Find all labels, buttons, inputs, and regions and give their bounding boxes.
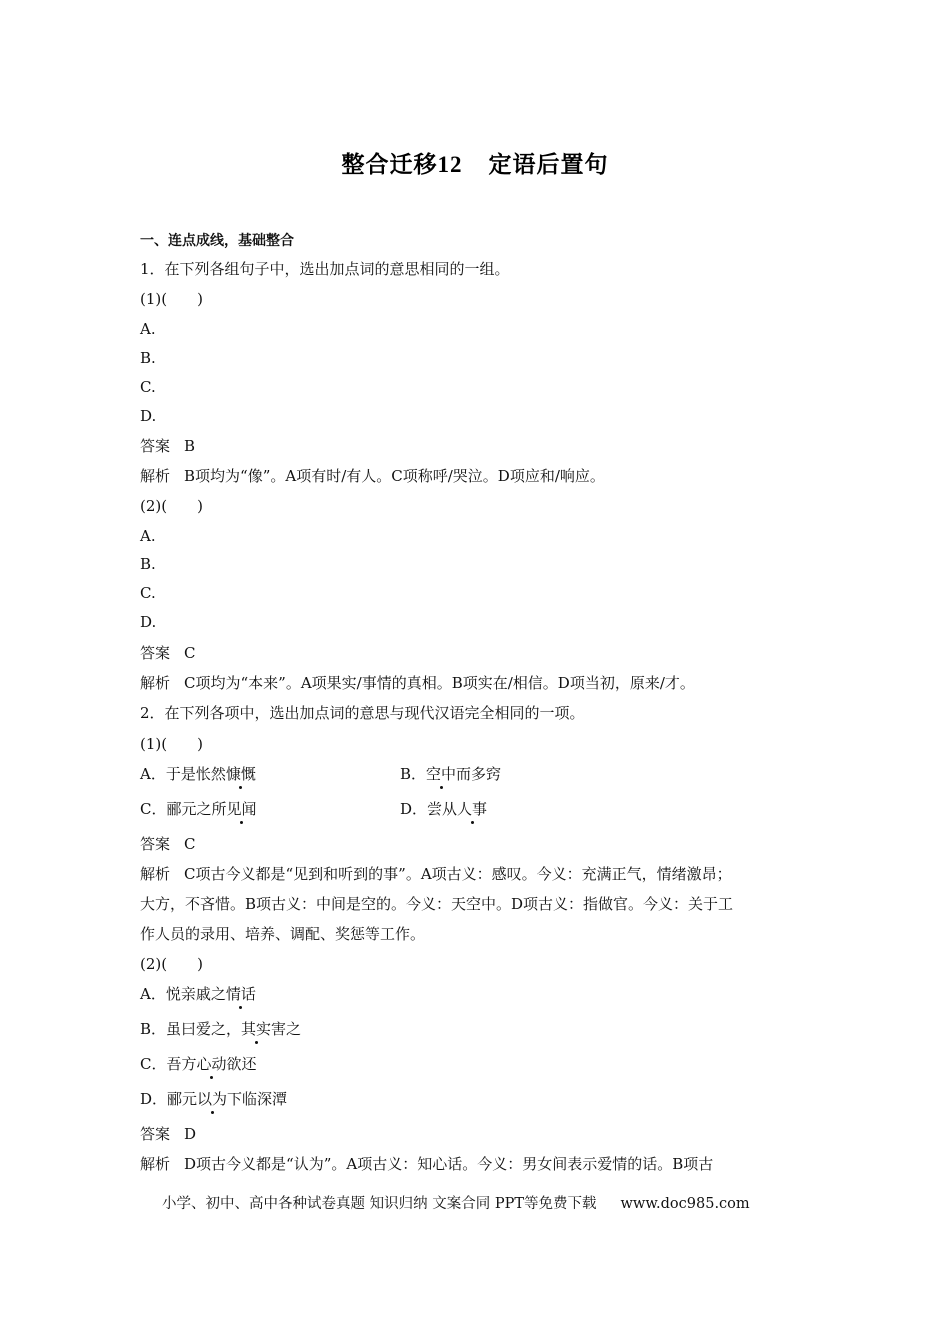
analysis-text: C项均为“本来”。A项果实/事情的真相。B项实在/相信。D项当初，原来/才。 [184, 674, 695, 692]
option-text: A．悦亲戚之 [140, 985, 226, 1003]
analysis-text: C项古今义都是“见到和听到的事”。A项古义：感叹。今义：充满正气，情绪激昂； [184, 865, 732, 883]
dotted-word: 人事 [457, 800, 488, 818]
q2-1-analysis-line-2: 大方，不吝惜。B项古义：中间是空的。今义：天空中。D项古义：指做官。今义：关于工 [140, 895, 734, 913]
q1-2-option-d: D. [140, 613, 157, 631]
answer-value: D [184, 1125, 197, 1143]
q2-2-analysis [140, 1155, 713, 1173]
q1-1-answer [140, 437, 195, 455]
q2-1-option-d [400, 800, 487, 818]
answer-label: 答案 [140, 835, 171, 853]
footer-text: 小学、初中、高中各种试卷真题 知识归纳 文案合同 PPT等免费下载 [162, 1196, 597, 1212]
page-footer [162, 1192, 750, 1213]
answer-label: 答案 [140, 1125, 171, 1143]
analysis-label: 解析 [140, 1155, 171, 1173]
q2-1-option-b [400, 765, 501, 783]
footer-url[interactable]: www.doc985.com [620, 1196, 750, 1212]
dotted-word: 空中 [426, 765, 457, 783]
analysis-text: D项古今义都是“认为”。A项古义：知心话。今义：男女间表示爱情的话。B项古 [184, 1155, 714, 1173]
q2-1-label: (1)( ) [140, 735, 203, 753]
q2-2-option-c [140, 1055, 257, 1073]
q2-2-option-b [140, 1020, 301, 1038]
option-text: C．郦元之所 [140, 800, 227, 818]
q1-1-label: (1)( ) [140, 290, 203, 308]
dotted-word: 其实 [241, 1020, 272, 1038]
option-text: 而多窍 [456, 765, 502, 783]
option-text: C．吾方 [140, 1055, 197, 1073]
dotted-word: 见闻 [226, 800, 257, 818]
q1-2-answer [140, 644, 196, 662]
q2-2-option-a [140, 985, 256, 1003]
option-text: B．虽曰爱之， [140, 1020, 242, 1038]
q1-2-option-c: C. [140, 584, 156, 602]
option-text: 欲还 [226, 1055, 257, 1073]
q1-2-label: (2)( ) [140, 497, 203, 515]
q2-1-option-a [140, 765, 256, 783]
answer-value: C [184, 835, 196, 853]
option-text: B． [400, 765, 427, 783]
q2-1-answer [140, 835, 196, 853]
question-2: 2．在下列各项中，选出加点词的意思与现代汉语完全相同的一项。 [140, 704, 585, 722]
option-text: D．尝从 [400, 800, 458, 818]
q1-1-option-d: D. [140, 407, 157, 425]
analysis-label: 解析 [140, 674, 171, 692]
option-text: 害之 [271, 1020, 302, 1038]
question-1: 1．在下列各组句子中，选出加点词的意思相同的一组。 [140, 260, 510, 278]
option-text: 下临深潭 [227, 1090, 288, 1108]
q1-2-option-a: A. [140, 527, 156, 545]
q2-2-answer [140, 1125, 196, 1143]
q1-1-option-b: B. [140, 349, 156, 367]
answer-label: 答案 [140, 644, 171, 662]
title-main: 整合迁移 [341, 152, 438, 178]
analysis-text: B项均为“像”。A项有时/有人。C项称呼/哭泣。D项应和/响应。 [184, 467, 605, 485]
q1-2-analysis [140, 674, 695, 692]
q1-1-analysis [140, 467, 605, 485]
q2-2-option-d [140, 1090, 287, 1108]
option-text: D．郦元 [140, 1090, 198, 1108]
q1-1-option-a: A. [140, 320, 156, 338]
dotted-word: 慷慨 [225, 765, 256, 783]
option-text: A．于是怅然 [140, 765, 226, 783]
answer-value: B [184, 437, 196, 455]
q1-1-option-c: C. [140, 378, 156, 396]
q2-2-label: (2)( ) [140, 955, 203, 973]
answer-value: C [184, 644, 196, 662]
q2-1-option-c [140, 800, 257, 818]
section-heading: 一、连点成线，基础整合 [140, 233, 294, 249]
dotted-word: 以为 [197, 1090, 228, 1108]
analysis-label: 解析 [140, 865, 171, 883]
analysis-label: 解析 [140, 467, 171, 485]
title-number: 12 [437, 152, 463, 177]
page-title [0, 146, 950, 179]
q1-2-option-b: B. [140, 555, 156, 573]
title-rest: 定语后置句 [488, 152, 609, 178]
q2-1-analysis [140, 865, 732, 883]
dotted-word: 情话 [225, 985, 256, 1003]
answer-label: 答案 [140, 437, 171, 455]
q2-1-analysis-line-3: 作人员的录用、培养、调配、奖惩等工作。 [140, 925, 426, 943]
dotted-word: 心动 [196, 1055, 227, 1073]
